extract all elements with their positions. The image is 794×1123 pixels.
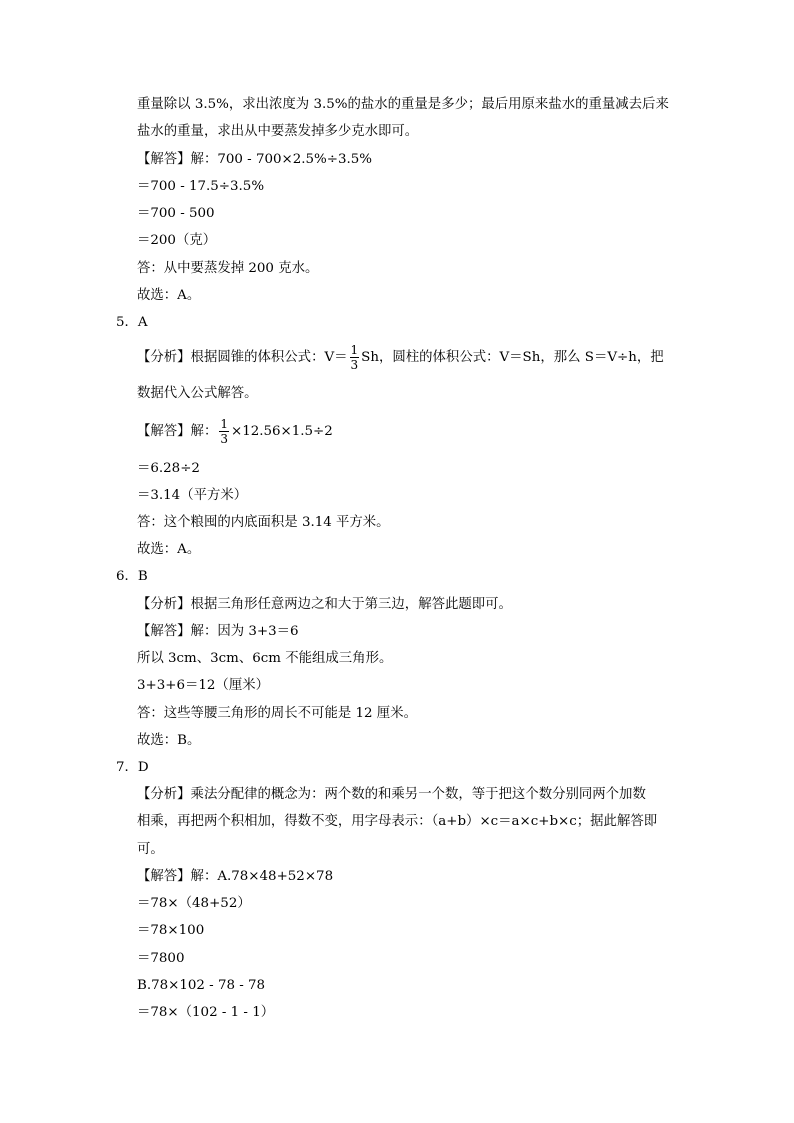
solution-line	[137, 415, 333, 449]
text-line: 数据代入公式解答。	[137, 386, 258, 401]
text-line: 盐水的重量，求出从中要蒸发掉多少克水即可。	[137, 124, 419, 139]
answer-line: 答：从中要蒸发掉 200 克水。	[137, 261, 319, 276]
text-line: 可。	[137, 842, 164, 857]
step-line: 3+3+6＝12（厘米）	[137, 678, 269, 693]
fraction-one-third	[219, 417, 229, 446]
question-number: 5．A	[116, 315, 148, 330]
solution-line: 【解答】解：A.78×48+52×78	[137, 869, 334, 884]
step-line: ＝78×（102 - 1 - 1）	[137, 1005, 275, 1020]
analysis-line: 【分析】根据三角形任意两边之和大于第三边，解答此题即可。	[137, 597, 512, 612]
text-line: 重量除以 3.5%，求出浓度为 3.5%的盐水的重量是多少；最后用原来盐水的重量减去后来	[137, 97, 669, 112]
answer-line: 答：这个粮囤的内底面积是 3.14 平方米。	[137, 515, 390, 530]
analysis-line: 【分析】乘法分配律的概念为：两个数的和乘另一个数，等于把这个数分别同两个加数	[137, 787, 646, 802]
fraction-denominator: 3	[350, 358, 359, 372]
step-line: ＝78×100	[137, 923, 205, 938]
step-line: ＝78×（48+52）	[137, 896, 251, 911]
answer-line: 答：这些等腰三角形的周长不可能是 12 厘米。	[137, 706, 417, 721]
fraction-denominator: 3	[220, 432, 228, 446]
step-line: ＝200（克）	[137, 233, 217, 248]
step-line: ＝6.28÷2	[137, 461, 200, 476]
step-line: ＝700 - 17.5÷3.5%	[137, 179, 265, 194]
step-line: ＝700 - 500	[137, 206, 215, 221]
step-line: ＝3.14（平方米）	[137, 488, 248, 503]
fraction-numerator: 1	[350, 343, 359, 357]
choice-line: 故选：A。	[137, 542, 201, 557]
analysis-line	[137, 341, 664, 375]
fraction-numerator: 1	[220, 417, 228, 431]
solution-text-a: 【解答】解：	[137, 424, 218, 439]
solution-line: 【解答】解：700 - 700×2.5%÷3.5%	[137, 152, 372, 167]
choice-line: 故选：A。	[137, 288, 201, 303]
step-line: ＝7800	[137, 951, 185, 966]
text-line: 所以 3cm、3cm、6cm 不能组成三角形。	[137, 651, 393, 666]
solution-line: 【解答】解：因为 3+3＝6	[137, 624, 299, 639]
step-line: B.78×102 - 78 - 78	[137, 978, 266, 993]
fraction-one-third	[350, 343, 360, 372]
analysis-text-b: Sh，圆柱的体积公式：V＝Sh，那么 S＝V÷h，把	[361, 350, 664, 365]
analysis-text-a: 【分析】根据圆锥的体积公式：V＝	[137, 350, 348, 365]
choice-line: 故选：B。	[137, 733, 201, 748]
text-line: 相乘，再把两个积相加，得数不变，用字母表示：（a+b）×c＝a×c+b×c；据此解答即	[137, 814, 658, 829]
solution-text-b: ×12.56×1.5÷2	[230, 424, 333, 439]
question-number: 6．B	[116, 569, 148, 584]
question-number: 7．D	[116, 760, 149, 775]
